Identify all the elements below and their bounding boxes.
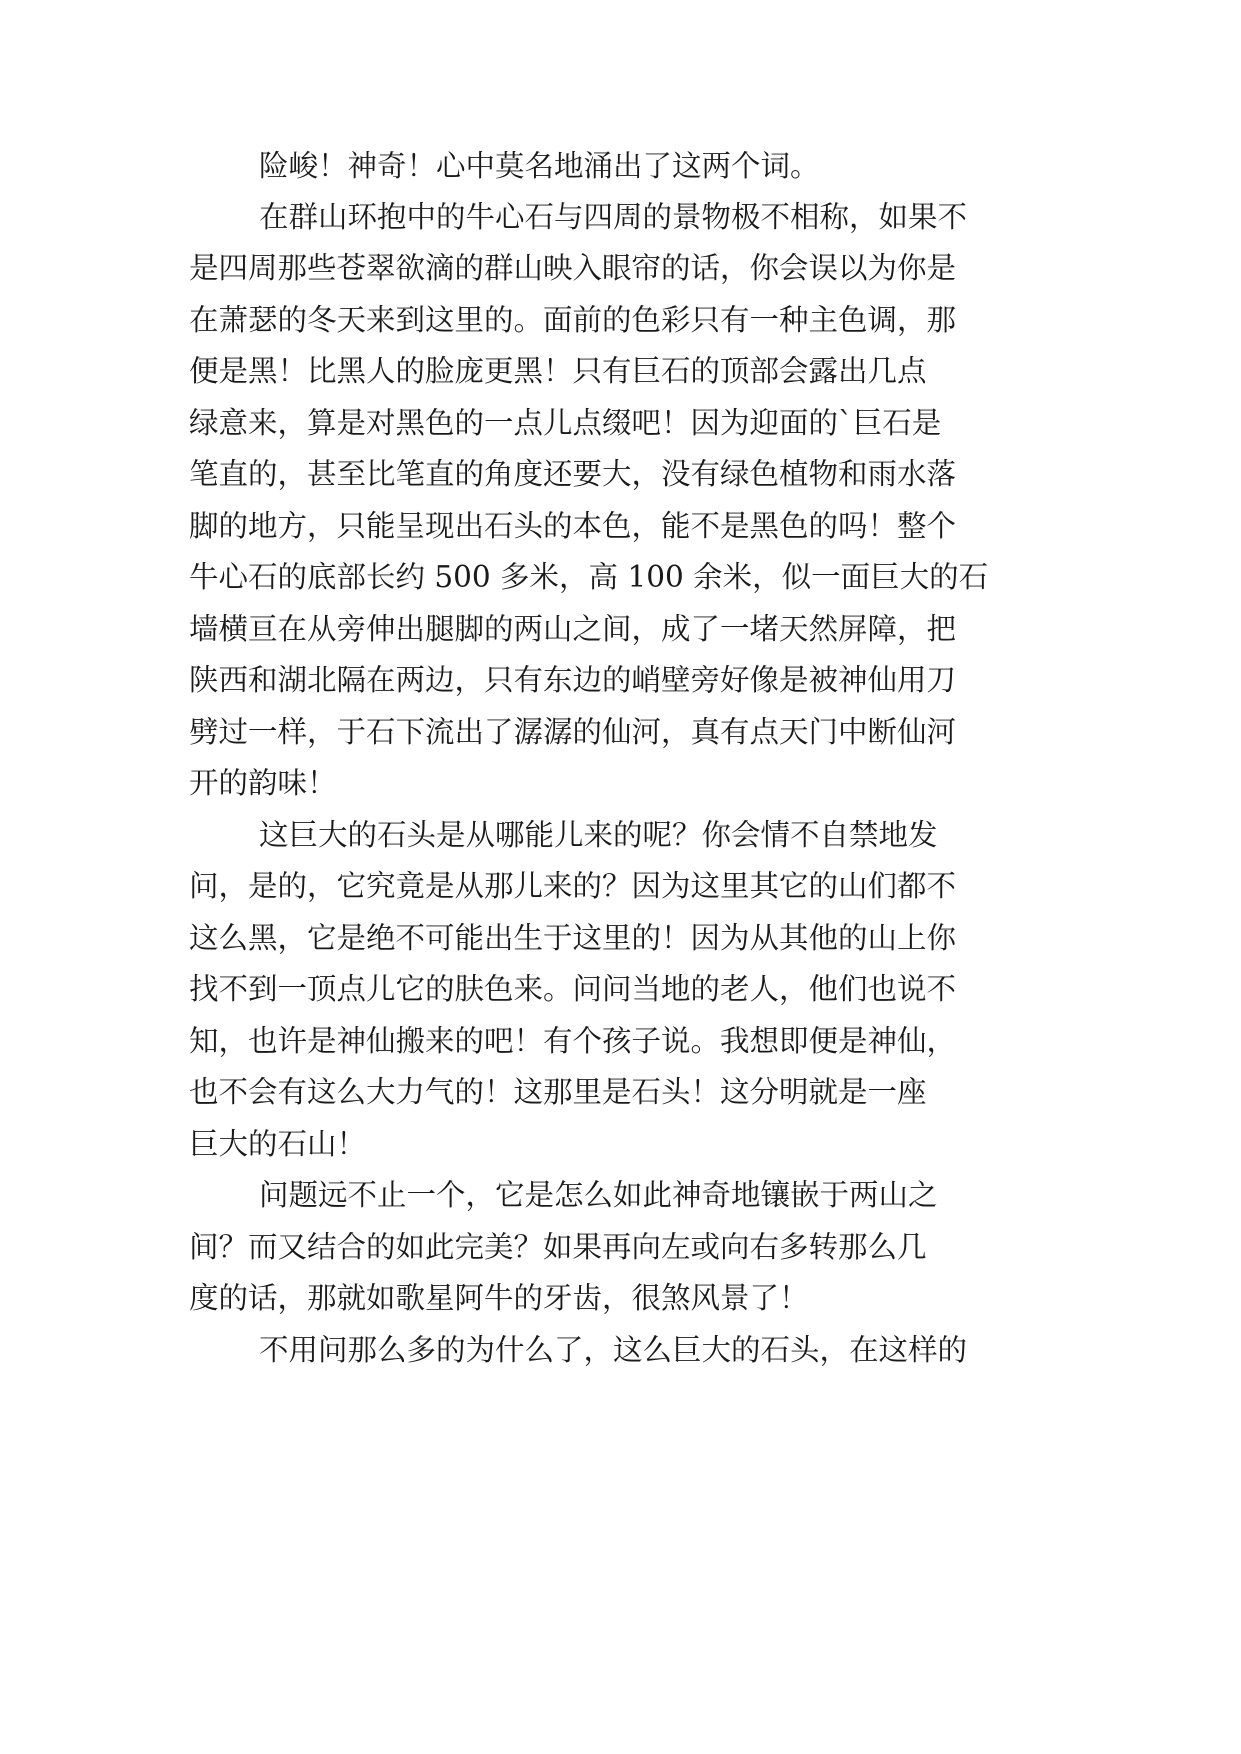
text-line: 知，也许是神仙搬来的吧！有个孩子说。我想即便是神仙，: [189, 1024, 957, 1058]
text-line: 找不到一顶点儿它的肤色来。问问当地的老人，他们也说不: [189, 972, 957, 1006]
text-line: 陕西和湖北隔在两边，只有东边的峭壁旁好像是被神仙用刀: [189, 663, 957, 697]
text-line: 间？而又结合的如此完美？如果再向左或向右多转那么几: [189, 1230, 927, 1264]
text-line: 险峻！神奇！心中莫名地涌出了这两个词。: [259, 149, 820, 183]
text-line: 劈过一样，于石下流出了潺潺的仙河，真有点天门中断仙河: [189, 715, 957, 749]
text-line: 这巨大的石头是从哪能儿来的呢？你会情不自禁地发: [259, 818, 938, 852]
text-line: 不用问那么多的为什么了，这么巨大的石头，在这样的: [259, 1333, 968, 1367]
text-line: 在群山环抱中的牛心石与四周的景物极不相称，如果不: [259, 200, 968, 234]
text-line: 在萧瑟的冬天来到这里的。面前的色彩只有一种主色调，那: [189, 303, 957, 337]
text-line: 巨大的石山！: [189, 1127, 367, 1161]
text-line: 绿意来，算是对黑色的一点儿点缀吧！因为迎面的`巨石是: [189, 406, 942, 440]
text-line: 墙横亘在从旁伸出腿脚的两山之间，成了一堵天然屏障，把: [189, 612, 957, 646]
text-line: 也不会有这么大力气的！这那里是石头！这分明就是一座: [189, 1075, 927, 1109]
text-line: 开的韵味！: [189, 766, 337, 800]
text-line: 度的话，那就如歌星阿牛的牙齿，很煞风景了！: [189, 1281, 809, 1315]
text-line: 牛心石的底部长约 500 多米，高 100 余米，似一面巨大的石: [189, 560, 989, 594]
text-line: 问，是的，它究竟是从那儿来的？因为这里其它的山们都不: [189, 869, 957, 903]
text-line: 问题远不止一个，它是怎么如此神奇地镶嵌于两山之: [259, 1178, 938, 1212]
text-line: 这么黑，它是绝不可能出生于这里的！因为从其他的山上你: [189, 921, 957, 955]
text-line: 脚的地方，只能呈现出石头的本色，能不是黑色的吗！整个: [189, 509, 957, 543]
text-line: 便是黑！比黑人的脸庞更黑！只有巨石的顶部会露出几点: [189, 354, 927, 388]
text-line: 是四周那些苍翠欲滴的群山映入眼帘的话，你会误以为你是: [189, 251, 957, 285]
text-line: 笔直的，甚至比笔直的角度还要大，没有绿色植物和雨水落: [189, 457, 957, 491]
